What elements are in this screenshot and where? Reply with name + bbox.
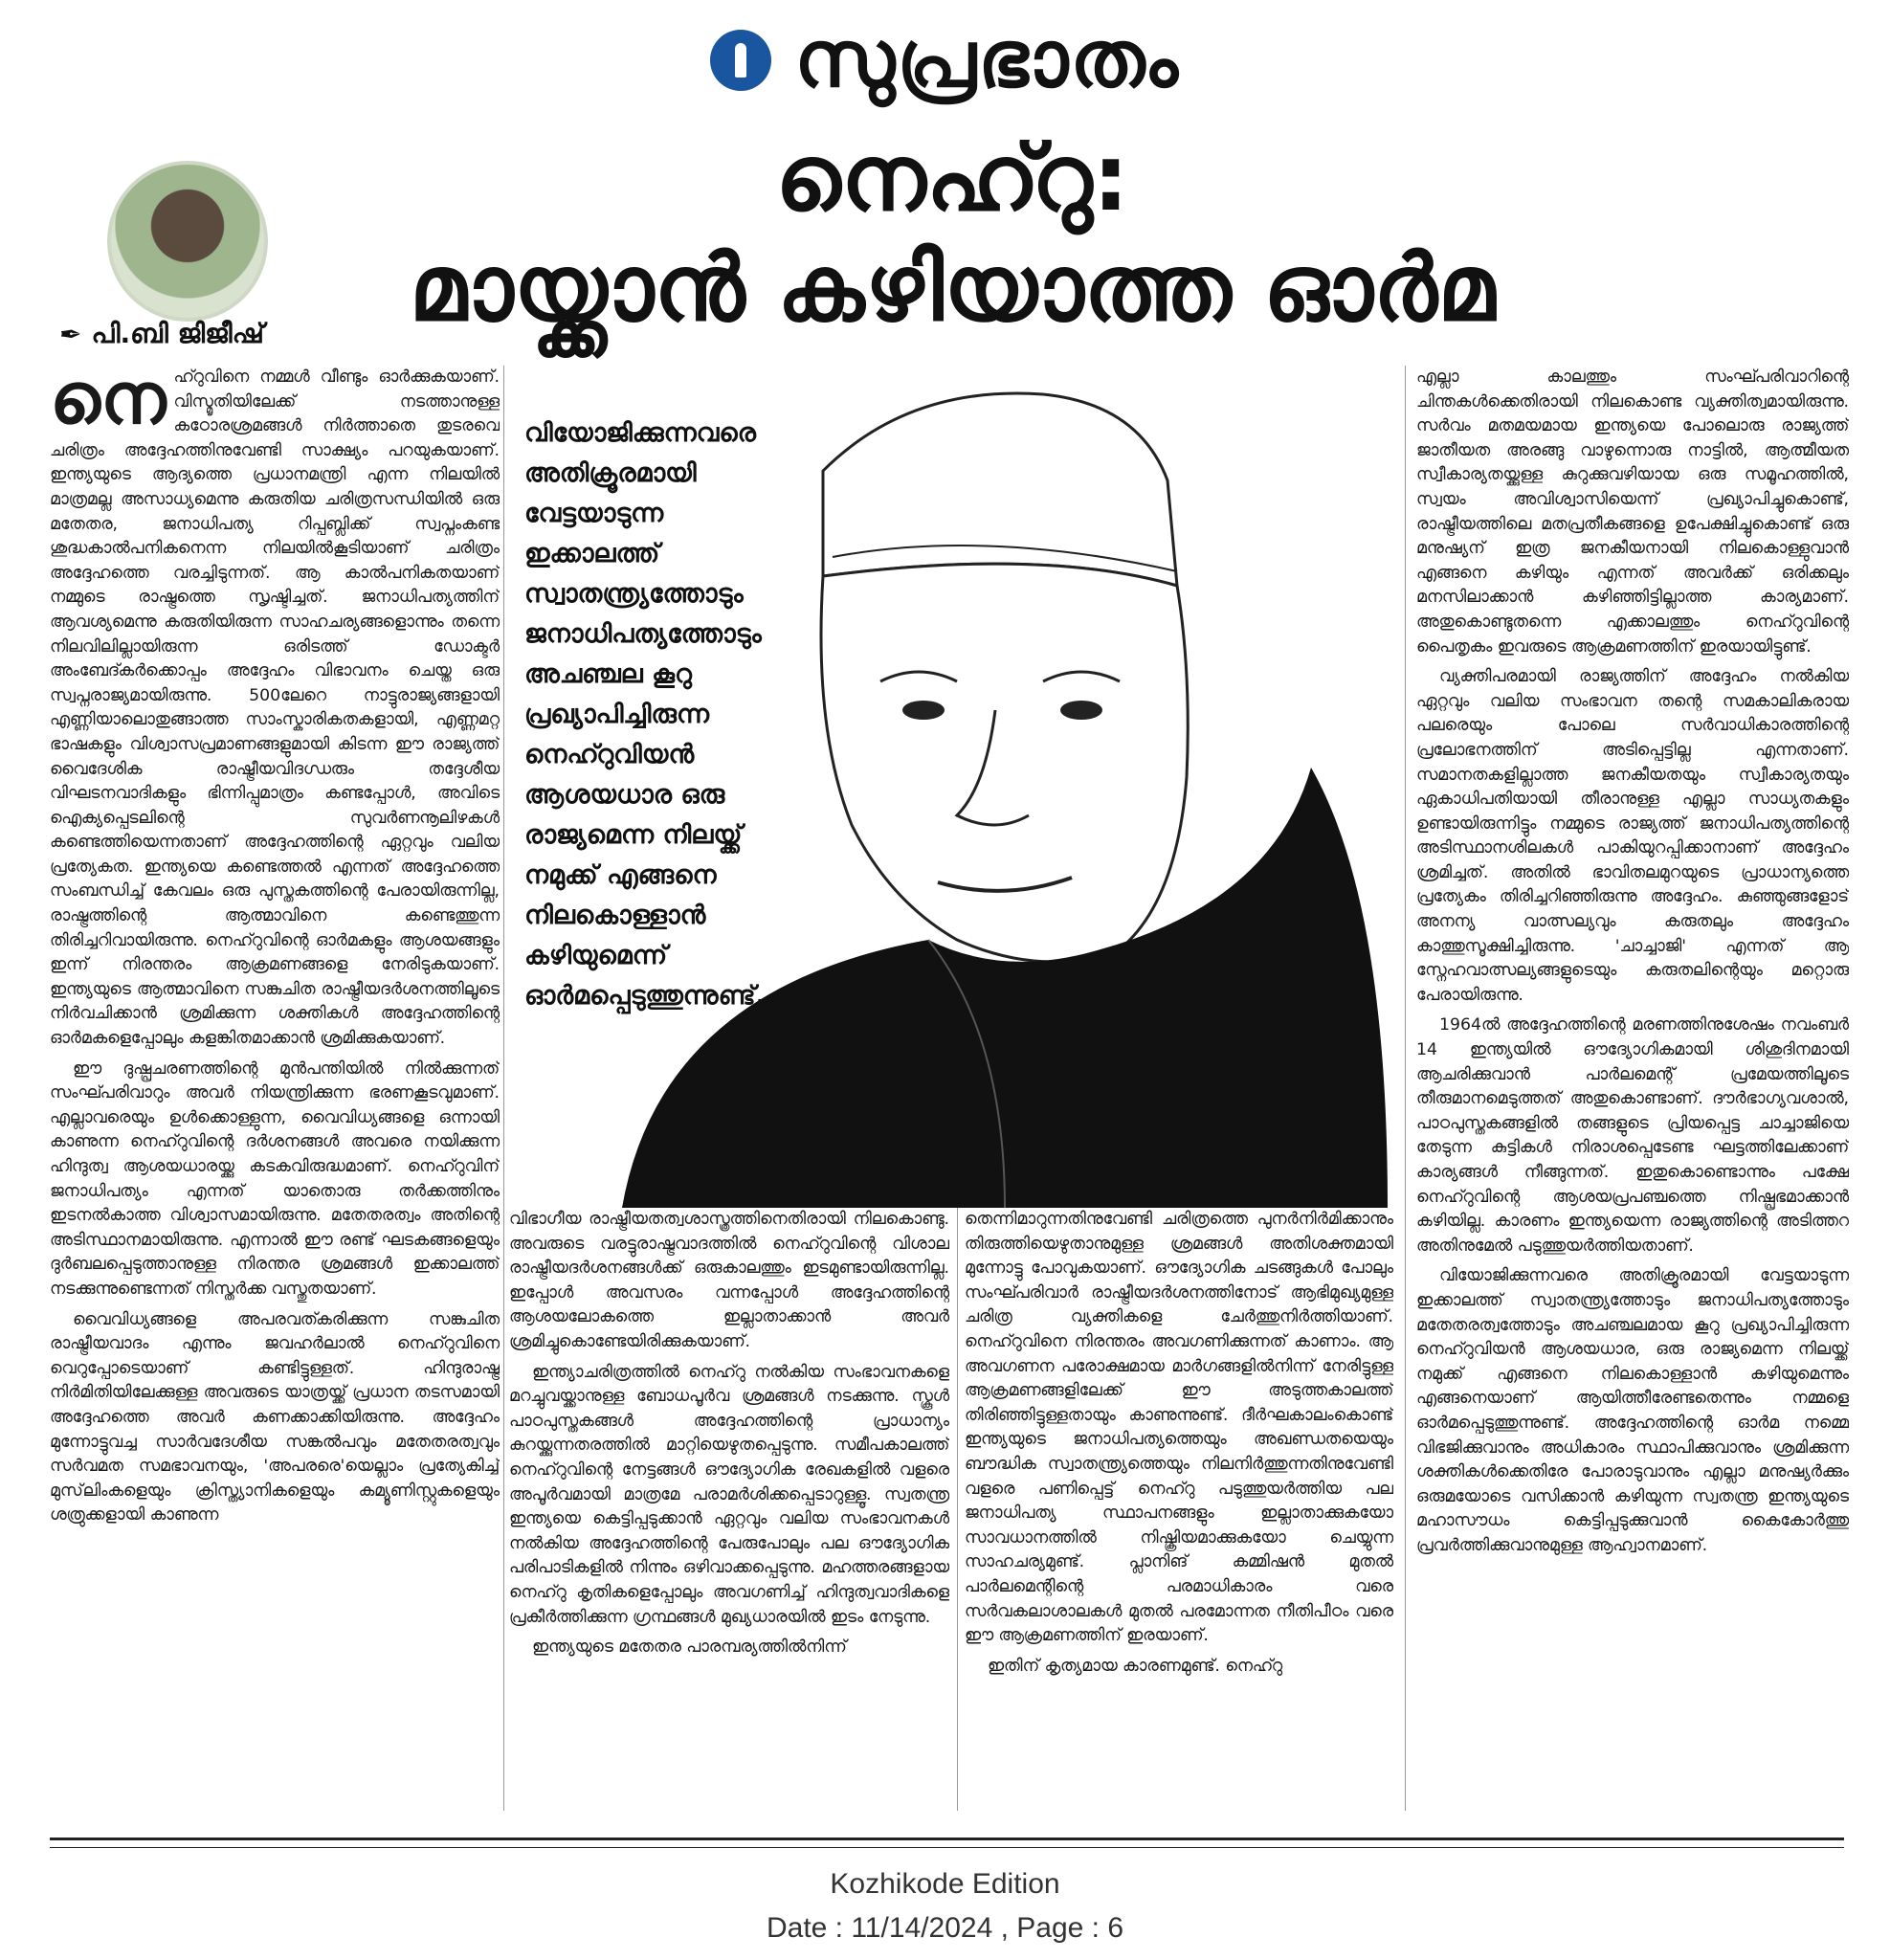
article-paragraph: 1964ൽ അദ്ദേഹത്തിന്റെ മരണത്തിനുശേഷം നവംബർ 14 ഇന്ത്യയിൽ ഔദ്യോഗികമായി ശിശുദിനമായി ആചരിക്കുവാൻ പാർലമെന്റ് പ്രമേയത്തിലൂടെ തീരുമാനമെടുത്തത് അതുകൊണ്ടാണ്. ദൗർഭാഗ്യവശാൽ, പാഠപുസ്തകങ്ങളിൽ തങ്ങളുടെ പ്രിയപ്പെട്ട ചാച്ചാജിയെ തേടുന്ന കുട്ടികൾ നിരാശപ്പെടേണ്ട ഘട്ടത്തിലേക്കാണ് കാര്യങ്ങൾ നീങ്ങുന്നത്. ഇതുകൊണ്ടൊന്നും പക്ഷേ നെഹ്റുവിന്റെ ആശയപ്രപഞ്ചത്തെ നിഷ്പ്രഭമാക്കാൻ കഴിയില്ല. കാരണം ഇന്ത്യയെന്ന രാജ്യത്തിന്റെ അടിത്തറ അതിനുമേൽ പടുത്തുയർത്തിയതാണ്. — [1416, 1015, 1849, 1256]
footer-rule — [50, 1847, 1844, 1848]
article-column-3 — [965, 1208, 1393, 1811]
article-paragraph: വൈവിധ്യങ്ങളെ അപരവത്കരിക്കുന്ന സങ്കുചിത രാഷ്ട്രീയവാദം എന്നും ജവഹർലാൽ നെഹ്റുവിനെ വെറുപ്പോടെയാണ് കണ്ടിട്ടുള്ളത്. ഹിന്ദുരാഷ്ട്ര നിർമിതിയിലേക്കുള്ള അവരുടെ യാത്രയ്ക്ക് പ്രധാന തടസമായി അദ്ദേഹത്തെ അവർ കണക്കാക്കിയിരുന്നു. അദ്ദേഹം മുന്നോട്ടുവച്ച സാർവദേശീയ സങ്കൽപവും മതേതരത്വവും സർവമത സമഭാവനയും, 'അപരരെ'യെല്ലാം പ്രത്യേകിച്ച് മുസ്‌ലിംകളെയും ക്രിസ്ത്യാനികളെയും കമ്യൂണിസ്റ്റുകളെയും ശത്രുക്കളായി കാണുന്ന — [50, 1309, 500, 1526]
masthead — [0, 8, 1890, 113]
headline-line-1: നെഹ്റു: — [775, 124, 1129, 232]
article-paragraph: ഇന്ത്യാചരിത്രത്തിൽ നെഹ്റു നൽകിയ സംഭാവനകളെ മറച്ചുവയ്ക്കാനുള്ള ബോധപൂർവ ശ്രമങ്ങൾ നടക്കുന്നു. സ്കൂൾ പാഠപുസ്തകങ്ങൾ അദ്ദേഹത്തിന്റെ പ്രാധാന്യം കുറയ്ക്കുന്നതരത്തിൽ മാറ്റിയെഴുതപ്പെടുന്നു. സമീപകാലത്ത് നെഹ്റുവിന്റെ നേട്ടങ്ങൾ ഔദ്യോഗിക രേഖകളിൽ വളരെ അപൂർവമായി മാത്രമേ പരാമർശിക്കപ്പെടാറുള്ളൂ. സ്വതന്ത്ര ഇന്ത്യയെ കെട്ടിപ്പടുക്കാൻ ഏറ്റവും വലിയ സംഭാവനകൾ നൽകിയ അദ്ദേഹത്തിന്റെ പേരുപോലും പല ഔദ്യോഗിക പരിപാടികളിൽ നിന്നും ഒഴിവാക്കപ്പെടുന്നു. മഹത്തരങ്ങളായ നെഹ്റു കൃതികളെപ്പോലും അവഗണിച്ച് ഹിന്ദുത്വവാദികളെ പ്രകീർത്തിക്കുന്ന ഗ്രന്ഥങ്ങൾ മുഖ്യധാരയിൽ ഇടം നേടുന്നു. — [509, 1362, 949, 1627]
footer-rule — [50, 1838, 1844, 1840]
column-divider — [1405, 366, 1406, 1811]
headline-line-2: മായ്ക്കാൻ കഴിയാത്ത ഓർമ — [409, 234, 1496, 342]
pen-nib-logo-icon — [710, 30, 771, 91]
article-paragraph: വിഭാഗീയ രാഷ്ട്രീയതത്വശാസ്ത്രത്തിനെതിരായി നിലകൊണ്ടു. അവരുടെ വരട്ടുരാഷ്ട്രവാദത്തിൽ നെഹ്റുവിന്റെ വിശാല രാഷ്ട്രീയദർശനങ്ങൾക്ക് ഒരുകാലത്തും ഇടമുണ്ടായിരുന്നില്ല. ഇപ്പോൾ അവസരം വന്നപ്പോൾ അദ്ദേഹത്തിന്റെ ആശയലോകത്തെ ഇല്ലാതാക്കാൻ അവർ ശ്രമിച്ചുകൊണ്ടേയിരിക്കുകയാണ്. — [509, 1210, 949, 1351]
edition-label: Kozhikode Edition — [830, 1868, 1060, 1900]
pull-quote: വിയോജിക്കുന്നവരെ അതിക്രൂരമായി വേട്ടയാടുന്ന ഇക്കാലത്ത് സ്വാതന്ത്ര്യത്തോടും ജനാധിപത്യത്തോടും അചഞ്ചല കൂറു പ്രഖ്യാപിച്ചിരുന്ന നെഹ്റുവിയൻ ആശയധാര ഒരു രാജ്യമെന്ന നിലയ്ക്ക് നമുക്ക് എങ്ങനെ നിലകൊള്ളാൻ കഴിയുമെന്ന് ഓർമപ്പെടുത്തുന്നുണ്ട്. — [524, 418, 766, 1011]
article-paragraph: നെഹ്റുവിനെ നമ്മൾ വീണ്ടും ഓർക്കുകയാണ്. വിസ്മൃതിയിലേക്ക് നടത്താനുള്ള കഠോരശ്രമങ്ങൾ നിർത്താതെ തുടരവെ ചരിത്രം അദ്ദേഹത്തിനുവേണ്ടി സാക്ഷ്യം പറയുകയാണ്. ഇന്ത്യയുടെ ആദ്യത്തെ പ്രധാനമന്ത്രി എന്ന നിലയിൽ മാത്രമല്ല അസാധ്യമെന്നു കരുതിയ ചരിത്രസന്ധിയിൽ ഒരു മതേതര, ജനാധിപത്യ റിപ്പബ്ലിക്ക് സ്വപ്നംകണ്ട ശുദ്ധകാൽപനികനെന്ന നിലയിൽകൂടിയാണ് ചരിത്രം അദ്ദേഹത്തെ വരച്ചിടുന്നത്. ആ കാൽപനികതയാണ് നമ്മുടെ രാഷ്ട്രത്തെ സൃഷ്ടിച്ചത്. ജനാധിപത്യത്തിന് ആവശ്യമെന്നു കരുതിയിരുന്ന സാഹചര്യങ്ങളൊന്നും തന്നെ നിലവിലില്ലായിരുന്ന ഒരിടത്ത് ഡോക്ടർ അംബേദ്കർക്കൊപ്പം അദ്ദേഹം വിഭാവനം ചെയ്ത ഒരു സ്വപ്നരാജ്യമായിരുന്നു. 500ലേറെ നാട്ടുരാജ്യങ്ങളായി എണ്ണിയാലൊതുങ്ങാത്ത സാംസ്കാരികതകളായി, എണ്ണമറ്റ ഭാഷകളും വിശ്വാസപ്രമാണങ്ങളുമായി കിടന്ന ഈ രാജ്യത്ത് വൈദേശിക രാഷ്ട്രീയവിദഗ്ധരും തദ്ദേശീയ വിഘടനവാദികളും ഭിന്നിപ്പുമാത്രം കണ്ടപ്പോൾ, അവിടെ ഐക്യപ്പെടലിന്റെ സുവർണനൂലിഴകൾ കണ്ടെത്തിയെന്നതാണ് അദ്ദേഹത്തിന്റെ ഏറ്റവും വലിയ പ്രത്യേകത. ഇന്ത്യയെ കണ്ടെത്തൽ എന്നത് അദ്ദേഹത്തെ സംബന്ധിച്ച് കേവലം ഒരു പുസ്തകത്തിന്റെ പേരായിരുന്നില്ല, രാഷ്ട്രത്തിന്റെ ആത്മാവിനെ കണ്ടെത്തുന്ന തിരിച്ചറിവായിരുന്നു. നെഹ്റുവിന്റെ ഓർമകളും ആശയങ്ങളും ഇന്ന് നിരന്തരം ആക്രമണങ്ങളെ നേരിടുകയാണ്. ഇന്ത്യയുടെ ആത്മാവിനെ സങ്കുചിത രാഷ്ട്രീയദർശനത്തിലൂടെ നിർവചിക്കാൻ ശ്രമിക്കുന്ന ശക്തികൾ അദ്ദേഹത്തിന്റെ ഓർമകളെപ്പോലും കളങ്കിതമാക്കാൻ ശ്രമിക്കുകയാണ്. — [50, 366, 500, 1049]
artist-signature: ശ്രീജാം — [1177, 1139, 1285, 1177]
article-paragraph: ഇന്ത്യയുടെ മതേതര പാരമ്പര്യത്തിൽനിന്ന് — [532, 1637, 847, 1658]
pen-icon: ✒ — [59, 318, 82, 350]
article-paragraph: വിയോജിക്കുന്നവരെ അതിക്രൂരമായി വേട്ടയാടുന്ന ഇക്കാലത്ത് സ്വാതന്ത്ര്യത്തോടും ജനാധിപത്യത്തോടും മതേതരത്വത്തോടും അചഞ്ചലമായ കൂറു പ്രഖ്യാപിച്ചിരുന്ന നെഹ്റുവിയൻ ആശയധാര, ഒരു രാജ്യമെന്ന നിലയ്ക്ക് നമുക്ക് എങ്ങനെ നിലകൊള്ളാൻ കഴിയുമെന്നും എങ്ങനെയാണ് ആയിത്തീരേണ്ടതെന്നും നമ്മളെ ഓർമപ്പെടുത്തുന്നുണ്ട്. അദ്ദേഹത്തിന്റെ ഓർമ നമ്മെ വിഭജിക്കുവാനും അധികാരം സ്ഥാപിക്കുവാനും ശ്രമിക്കുന്ന ശക്തികൾക്കെതിരേ പോരാടുവാനും എല്ലാ മനുഷ്യർക്കും ഒരുമയോടെ വസിക്കാൻ കഴിയുന്ന സ്വതന്ത്ര ഇന്ത്യയുടെ മഹാസൗധം കെട്ടിപ്പടുക്കുവാൻ കൈകോർത്തു പ്രവർത്തിക്കുവാനുമുള്ള ആഹ്വാനമാണ്. — [1416, 1266, 1849, 1555]
drop-cap: നെ — [50, 366, 167, 440]
date-page-label: Date : 11/14/2024 , Page : 6 — [766, 1912, 1124, 1944]
article-paragraph: എല്ലാ കാലത്തും സംഘ്പരിവാറിന്റെ ചിന്തകൾക്കെതിരായി നിലകൊണ്ട വ്യക്തിത്വമായിരുന്നു. സർവം മതമയമായ ഇന്ത്യയെ പോലൊരു രാജ്യത്ത് ജാതീയത അരങ്ങു വാഴുന്നൊരു നാട്ടിൽ, ആത്മീയത സ്വീകാര്യതയ്ക്കുള്ള കുറുക്കുവഴിയായ ഒരു സമൂഹത്തിൽ, സ്വയം അവിശ്വാസിയെന്ന് പ്രഖ്യാപിച്ചുകൊണ്ട്, രാഷ്ട്രീയത്തിലെ മതപ്രതീകങ്ങളെ ഉപേക്ഷിച്ചുകൊണ്ട് ഒരു മനുഷ്യന് ഇത്ര ജനകീയനായി നിലകൊള്ളുവാൻ എങ്ങനെ കഴിയും എന്നത് അവർക്ക് ഒരിക്കലും മനസിലാക്കാൻ കഴിഞ്ഞിട്ടില്ലാത്ത കാര്യമാണ്. അതുകൊണ്ടുതന്നെ എക്കാലത്തും നെഹ്റുവിന്റെ പൈതൃകം ഇവരുടെ ആക്രമണത്തിന് ഇരയായിട്ടുണ്ട്. — [1416, 368, 1849, 657]
column-divider — [503, 366, 504, 1811]
author-byline — [59, 318, 264, 350]
article-column-1 — [50, 366, 500, 1811]
column-divider — [957, 1208, 958, 1811]
article-column-2 — [509, 1208, 949, 1811]
article-paragraph: തെന്നിമാറുന്നതിനുവേണ്ടി ചരിത്രത്തെ പുനർനിർമിക്കാനും തിരുത്തിയെഴുതാനുമുള്ള ശ്രമങ്ങൾ അതിശക്തമായി മുന്നോട്ടു പോവുകയാണ്. ഔദ്യോഗിക ചടങ്ങുകൾ പോലും സംഘ്പരിവാർ രാഷ്ട്രീയദർശനത്തിനോട് ആഭിമുഖ്യമുള്ള ചരിത്ര വ്യക്തികളെ ചേർത്തുനിർത്തിയാണ്. നെഹ്റുവിനെ നിരന്തരം അവഗണിക്കുന്നത് കാണാം. ആ അവഗണന പരോക്ഷമായ മാർഗങ്ങളിൽനിന്ന് നേരിട്ടുള്ള ആക്രമണങ്ങളിലേക്ക് ഈ അടുത്തകാലത്ത് തിരിഞ്ഞിട്ടുള്ളതായും കാണുന്നുണ്ട്. ദീർഘകാലംകൊണ്ട് ഇന്ത്യയുടെ ജനാധിപത്യത്തെയും അഖണ്ഡതയെയും ബൗദ്ധിക സ്വാതന്ത്ര്യത്തെയും നിലനിർത്തുന്നതിനുവേണ്ടി വളരെ പണിപ്പെട്ട് നെഹ്റു പടുത്തുയർത്തിയ പല ജനാധിപത്യ സ്ഥാപനങ്ങളും ഇല്ലാതാക്കുകയോ സാവധാനത്തിൽ നിഷ്ക്രിയമാക്കുകയോ ചെയ്യുന്ന സാഹചര്യമുണ്ട്. പ്ലാനിങ് കമ്മിഷൻ മുതൽ പാർലമെന്റിന്റെ പരമാധികാരം വരെ സർവകലാശാലകൾ മുതൽ പരമോന്നത നീതിപീഠം വരെ ഈ ആക്രമണത്തിന് ഇരയാണ്. — [965, 1210, 1393, 1646]
author-photo — [107, 161, 268, 322]
newspaper-name: സുപ്രഭാതം — [794, 14, 1180, 105]
nehru-illustration — [507, 366, 1388, 1208]
article-column-4 — [1416, 366, 1849, 1811]
article-paragraph: ഇതിന് കൃത്യമായ കാരണമുണ്ട്. നെഹ്റു — [988, 1656, 1283, 1676]
article-paragraph: ഈ ദുഷ്പ്രചരണത്തിന്റെ മുൻപന്തിയിൽ നിൽക്കുന്നത് സംഘ്പരിവാറും അവർ നിയന്ത്രിക്കുന്ന ഭരണകൂടവുമാണ്. എല്ലാവരെയും ഉൾക്കൊള്ളുന്ന, വൈവിധ്യങ്ങളെ ഒന്നായി കാണുന്ന നെഹ്റുവിന്റെ ദർശനങ്ങൾ അവരെ നയിക്കുന്ന ഹിന്ദുത്വ ആശയധാരയ്ക്കു കടകവിരുദ്ധമാണ്. നെഹ്റുവിന് ജനാധിപത്യം എന്നത് യാതൊരു തർക്കത്തിനും ഇടനൽകാത്ത വിശ്വാസമായിരുന്നു. മതേതരത്വം അതിന്റെ അടിസ്ഥാനമായിരുന്നു. എന്നാൽ ഈ രണ്ട് ഘടകങ്ങളെയും ദുർബലപ്പെടുത്താനുള്ള നിരന്തര ശ്രമങ്ങൾ ഇക്കാലത്ത് നടക്കുന്നുണ്ടെന്നത് നിസ്തർക്ക വസ്തുതയാണ്. — [50, 1058, 500, 1299]
author-name: പി.ബി ജിജീഷ് — [91, 318, 264, 349]
article-paragraph: വ്യക്തിപരമായി രാജ്യത്തിന് അദ്ദേഹം നൽകിയ ഏറ്റവും വലിയ സംഭാവന തന്റെ സമകാലികരായ പലരെയും പോലെ സർവാധികാരത്തിന്റെ പ്രലോഭനത്തിന് അടിപ്പെട്ടില്ല എന്നതാണ്. സമാനതകളില്ലാത്ത ജനകീയതയും സ്വീകാര്യതയും ഏകാധിപതിയായി തീരാനുള്ള എല്ലാ സാധ്യതകളും ഉണ്ടായിരുന്നിട്ടും നമ്മുടെ രാജ്യത്ത് ജനാധിപത്യത്തിന്റെ അടിസ്ഥാനശിലകൾ പാകിയുറപ്പിക്കാനാണ് അദ്ദേഹം ശ്രമിച്ചത്. അതിൽ ഭാവിതലമുറയുടെ പ്രാധാന്യത്തെ പ്രത്യേകം തിരിച്ചറിഞ്ഞിരുന്നു അദ്ദേഹം. കുഞ്ഞുങ്ങളോട് അനന്യ വാത്സല്യവും കരുതലും അദ്ദേഹം കാത്തുസൂക്ഷിച്ചിരുന്നു. 'ചാച്ചാജി' എന്നത് ആ സ്നേഹവാത്സല്യങ്ങളുടെയും കരുതലിന്റെയും മറ്റൊരു പേരായിരുന്നു. — [1416, 667, 1849, 1005]
